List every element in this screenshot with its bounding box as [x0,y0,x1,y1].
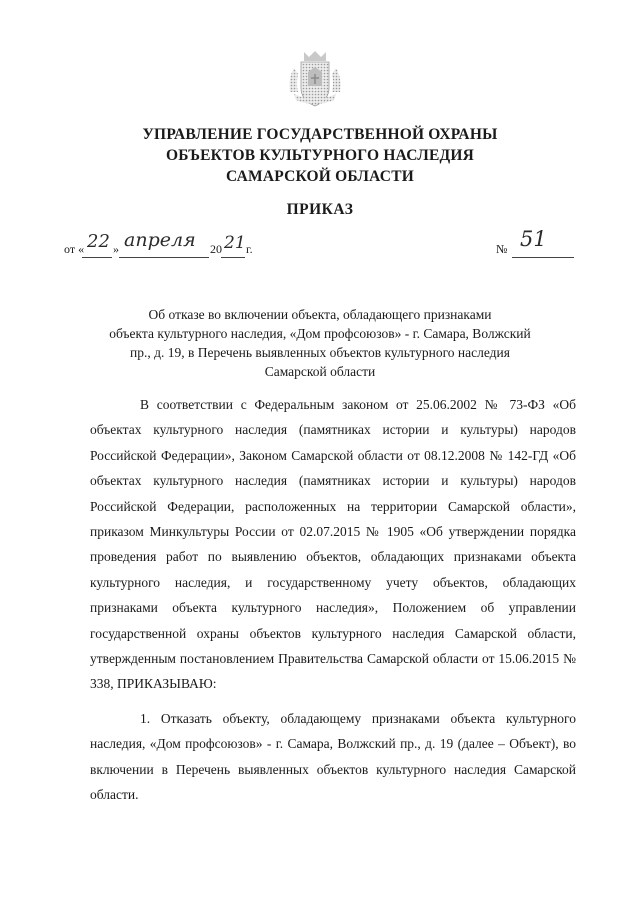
subject-line-1: Об отказе во включении объекта, обладающего признаками [148,307,492,322]
date-year-suffix: 21 [224,233,246,253]
number-label: № [496,242,508,256]
document-body [90,392,576,808]
organization-title [80,124,560,187]
subject-line-2: объекта культурного наследия, «Дом профсоюзов» - г. Самара, Волжский [109,326,531,341]
date-day-underline [82,257,112,258]
subject-line-4: Самарской области [264,364,376,379]
subject-line-3: пр., д. 19, в Перечень выявленных объектов культурного наследия [130,345,510,360]
date-line [64,229,304,263]
date-suffix: г. [246,242,253,256]
date-prefix: от « [64,242,85,256]
org-line-3: САМАРСКОЙ ОБЛАСТИ [225,168,414,185]
date-year-prefix: 20 [210,242,222,256]
document-subject [90,305,550,381]
document-type-title: ПРИКАЗ [286,201,354,218]
date-day: 22 [87,231,110,252]
date-mid: » [113,242,119,256]
org-line-1: УПРАВЛЕНИЕ ГОСУДАРСТВЕННОЙ ОХРАНЫ [142,126,498,143]
date-year-underline [221,257,245,258]
date-month: апреля [124,229,196,251]
document-number [496,229,586,263]
body-paragraph-1: В соответствии с Федеральным законом от 25.06.2002 № 73-ФЗ «Об объектах культурного наследия (памятниках истории и культуры) народов Российской Федерации», Законом Самарской области от 08.12.2008 № 142-ГД «Об объектах культурного наследия (памятниках истории и культуры) народов Российской Федерации, расположенных на территории Самарской области», приказом Минкультуры России от 02.07.2015 № 1905 «Об утверждении порядка проведения работ по выявлению объектов, обладающих признаками объекта культурного наследия, и государственному учету объектов, обладающих признаками объекта культурного наследия», Положением об управлении государственной охраны объектов культурного наследия Самарской области, утвержденным постановлением Правительства Самарской области от 15.06.2015 № 338, ПРИКАЗЫВАЮ: [90,397,576,692]
number-underline [512,257,574,258]
body-paragraph-2: 1. Отказать объекту, обладающему признаками объекта культурного наследия, «Дом профсоюзов» - г. Самара, Волжский пр., д. 19 (далее – Объект), во включении в Перечень выявленных объектов культурного наследия Самарской области. [90,710,576,803]
samara-coat-of-arms-icon [284,48,346,110]
number-value: 51 [520,227,547,251]
org-line-2: ОБЪЕКТОВ КУЛЬТУРНОГО НАСЛЕДИЯ [165,147,475,164]
date-month-underline [119,257,209,258]
